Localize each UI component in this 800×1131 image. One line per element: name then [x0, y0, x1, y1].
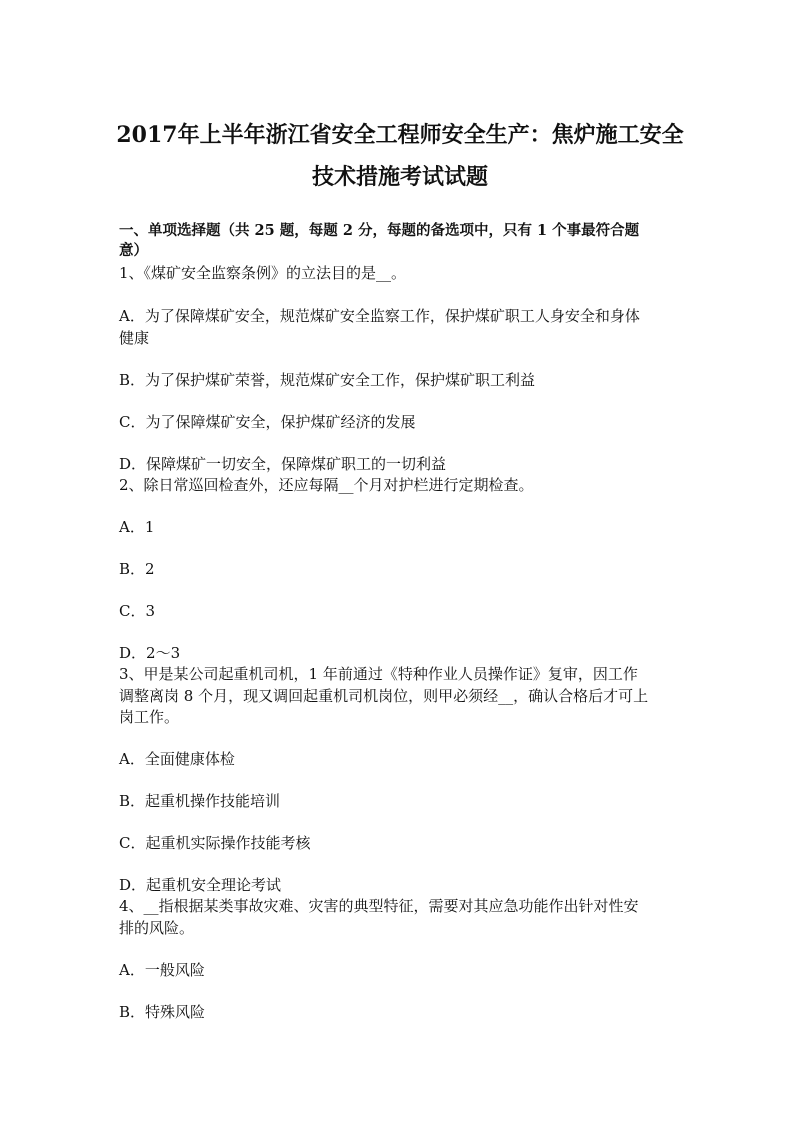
option-text: A．为了保障煤矿安全，规范煤矿安全监察工作，保护煤矿职工人身安全和身体: [119, 307, 640, 325]
question-1-option-d: D．保障煤矿一切安全，保障煤矿职工的一切利益: [119, 455, 447, 473]
question-1-stem: 1、《煤矿安全监察条例》的立法目的是__。: [119, 264, 407, 282]
question-4-option-a: A．一般风险: [119, 961, 205, 979]
document-title-line-1: 2017年上半年浙江省安全工程师安全生产：焦炉施工安全: [116, 122, 684, 148]
stem-line: 3、甲是某公司起重机司机，1 年前通过《特种作业人员操作证》复审，因工作: [119, 665, 638, 683]
section-heading-line-1: 一、单项选择题（共 25 题，每题 2 分，每题的备选项中，只有 1 个事最符合题: [119, 222, 640, 239]
question-3-option-a: A．全面健康体检: [119, 750, 235, 768]
question-2-stem: 2、除日常巡回检查外，还应每隔__个月对护栏进行定期检查。: [119, 476, 534, 494]
section-heading: [119, 221, 699, 261]
stem-line: 4、__指根据某类事故灾难、灾害的典型特征，需要对其应急功能作出针对性安: [119, 897, 639, 915]
question-3-option-c: C．起重机实际操作技能考核: [119, 834, 311, 852]
question-1-option-b: B．为了保护煤矿荣誉，规范煤矿安全工作，保护煤矿职工利益: [119, 371, 536, 389]
option-text: 健康: [119, 329, 150, 347]
question-3-option-d: D．起重机安全理论考试: [119, 876, 282, 894]
question-2-option-b: B．2: [119, 560, 155, 578]
stem-line: 排的风险。: [119, 919, 195, 937]
question-2-option-a: A．1: [119, 518, 155, 536]
stem-line: 岗工作。: [119, 708, 180, 726]
question-2-option-c: C．3: [119, 602, 156, 620]
stem-line: 调整离岗 8 个月，现又调回起重机司机岗位，则甲必须经__，确认合格后才可上: [119, 687, 649, 705]
question-3-option-b: B．起重机操作技能培训: [119, 792, 281, 810]
question-1-option-c: C．为了保障煤矿安全，保护煤矿经济的发展: [119, 413, 416, 431]
question-2-option-d: D．2～3: [119, 644, 181, 662]
question-4-option-b: B．特殊风险: [119, 1003, 206, 1021]
section-heading-line-2: 意）: [119, 242, 148, 259]
document-title-line-2: 技术措施考试试题: [311, 164, 488, 190]
